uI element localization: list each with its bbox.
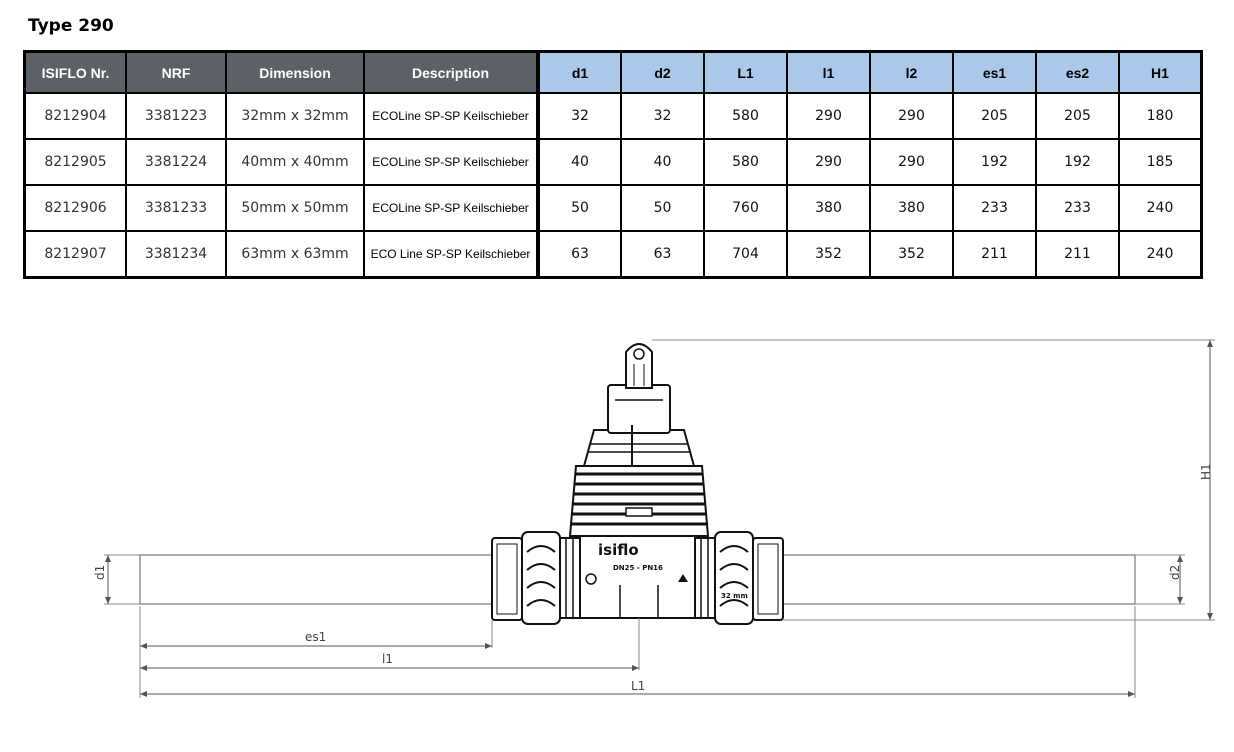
cell-L1: 704 xyxy=(704,231,787,278)
cell-d1: 32 xyxy=(538,93,621,139)
col-es1: es1 xyxy=(953,52,1036,94)
col-d1: d1 xyxy=(538,52,621,94)
col-dimension: Dimension xyxy=(226,52,364,94)
cell-isiflo-nr: 8212907 xyxy=(25,231,127,278)
dimension-table xyxy=(23,50,1203,279)
valve-size-marking: DN25 - PN16 xyxy=(613,564,663,572)
cell-l2: 352 xyxy=(870,231,953,278)
cell-d2: 50 xyxy=(621,185,704,231)
cell-l1: 290 xyxy=(787,139,870,185)
cell-es2: 205 xyxy=(1036,93,1119,139)
cell-es2: 233 xyxy=(1036,185,1119,231)
page-title: Type 290 xyxy=(28,16,114,36)
cell-d1: 63 xyxy=(538,231,621,278)
cell-nrf: 3381223 xyxy=(126,93,226,139)
cell-l2: 290 xyxy=(870,93,953,139)
gate-valve-illustration xyxy=(492,344,783,624)
es1-label: es1 xyxy=(305,630,327,644)
cell-es1: 205 xyxy=(953,93,1036,139)
col-l2: l2 xyxy=(870,52,953,94)
right-pipe xyxy=(783,555,1135,604)
cell-es2: 211 xyxy=(1036,231,1119,278)
table-header-row xyxy=(25,52,1202,94)
cell-L1: 580 xyxy=(704,139,787,185)
cell-d1: 40 xyxy=(538,139,621,185)
col-description: Description xyxy=(364,52,538,94)
cell-nrf: 3381224 xyxy=(126,139,226,185)
cell-l2: 290 xyxy=(870,139,953,185)
cell-d2: 32 xyxy=(621,93,704,139)
d1-label: d1 xyxy=(93,564,107,580)
cell-l1: 380 xyxy=(787,185,870,231)
col-L1: L1 xyxy=(704,52,787,94)
table-row xyxy=(25,185,1202,231)
cell-l1: 352 xyxy=(787,231,870,278)
cell-H1: 180 xyxy=(1119,93,1202,139)
cell-dimension: 40mm x 40mm xyxy=(226,139,364,185)
cell-description: ECO Line SP-SP Keilschieber xyxy=(364,231,538,278)
H1-label: H1 xyxy=(1199,463,1213,480)
cell-nrf: 3381233 xyxy=(126,185,226,231)
left-pipe xyxy=(140,555,492,604)
cell-dimension: 63mm x 63mm xyxy=(226,231,364,278)
cell-H1: 240 xyxy=(1119,231,1202,278)
valve-brand-marking: isiflo xyxy=(598,541,639,559)
cell-es2: 192 xyxy=(1036,139,1119,185)
col-es2: es2 xyxy=(1036,52,1119,94)
cell-l1: 290 xyxy=(787,93,870,139)
cell-isiflo-nr: 8212905 xyxy=(25,139,127,185)
valve-dimension-drawing xyxy=(0,290,1234,740)
cell-description: ECOLine SP-SP Keilschieber xyxy=(364,139,538,185)
cell-isiflo-nr: 8212906 xyxy=(25,185,127,231)
valve-side-marking: 32 mm xyxy=(721,592,748,600)
l1-label: l1 xyxy=(382,652,393,666)
cell-description: ECOLine SP-SP Keilschieber xyxy=(364,93,538,139)
cell-es1: 211 xyxy=(953,231,1036,278)
cell-L1: 760 xyxy=(704,185,787,231)
cell-H1: 185 xyxy=(1119,139,1202,185)
col-isiflo-nr: ISIFLO Nr. xyxy=(25,52,127,94)
cell-isiflo-nr: 8212904 xyxy=(25,93,127,139)
d2-label: d2 xyxy=(1168,564,1182,580)
col-d2: d2 xyxy=(621,52,704,94)
table-row xyxy=(25,139,1202,185)
cell-l2: 380 xyxy=(870,185,953,231)
cell-d2: 40 xyxy=(621,139,704,185)
table-row xyxy=(25,93,1202,139)
cell-es1: 233 xyxy=(953,185,1036,231)
col-H1: H1 xyxy=(1119,52,1202,94)
cell-H1: 240 xyxy=(1119,185,1202,231)
cell-d2: 63 xyxy=(621,231,704,278)
L1-label: L1 xyxy=(631,679,646,693)
table-row xyxy=(25,231,1202,278)
cell-es1: 192 xyxy=(953,139,1036,185)
col-nrf: NRF xyxy=(126,52,226,94)
cell-dimension: 32mm x 32mm xyxy=(226,93,364,139)
cell-dimension: 50mm x 50mm xyxy=(226,185,364,231)
col-l1: l1 xyxy=(787,52,870,94)
cell-L1: 580 xyxy=(704,93,787,139)
cell-description: ECOLine SP-SP Keilschieber xyxy=(364,185,538,231)
cell-d1: 50 xyxy=(538,185,621,231)
cell-nrf: 3381234 xyxy=(126,231,226,278)
